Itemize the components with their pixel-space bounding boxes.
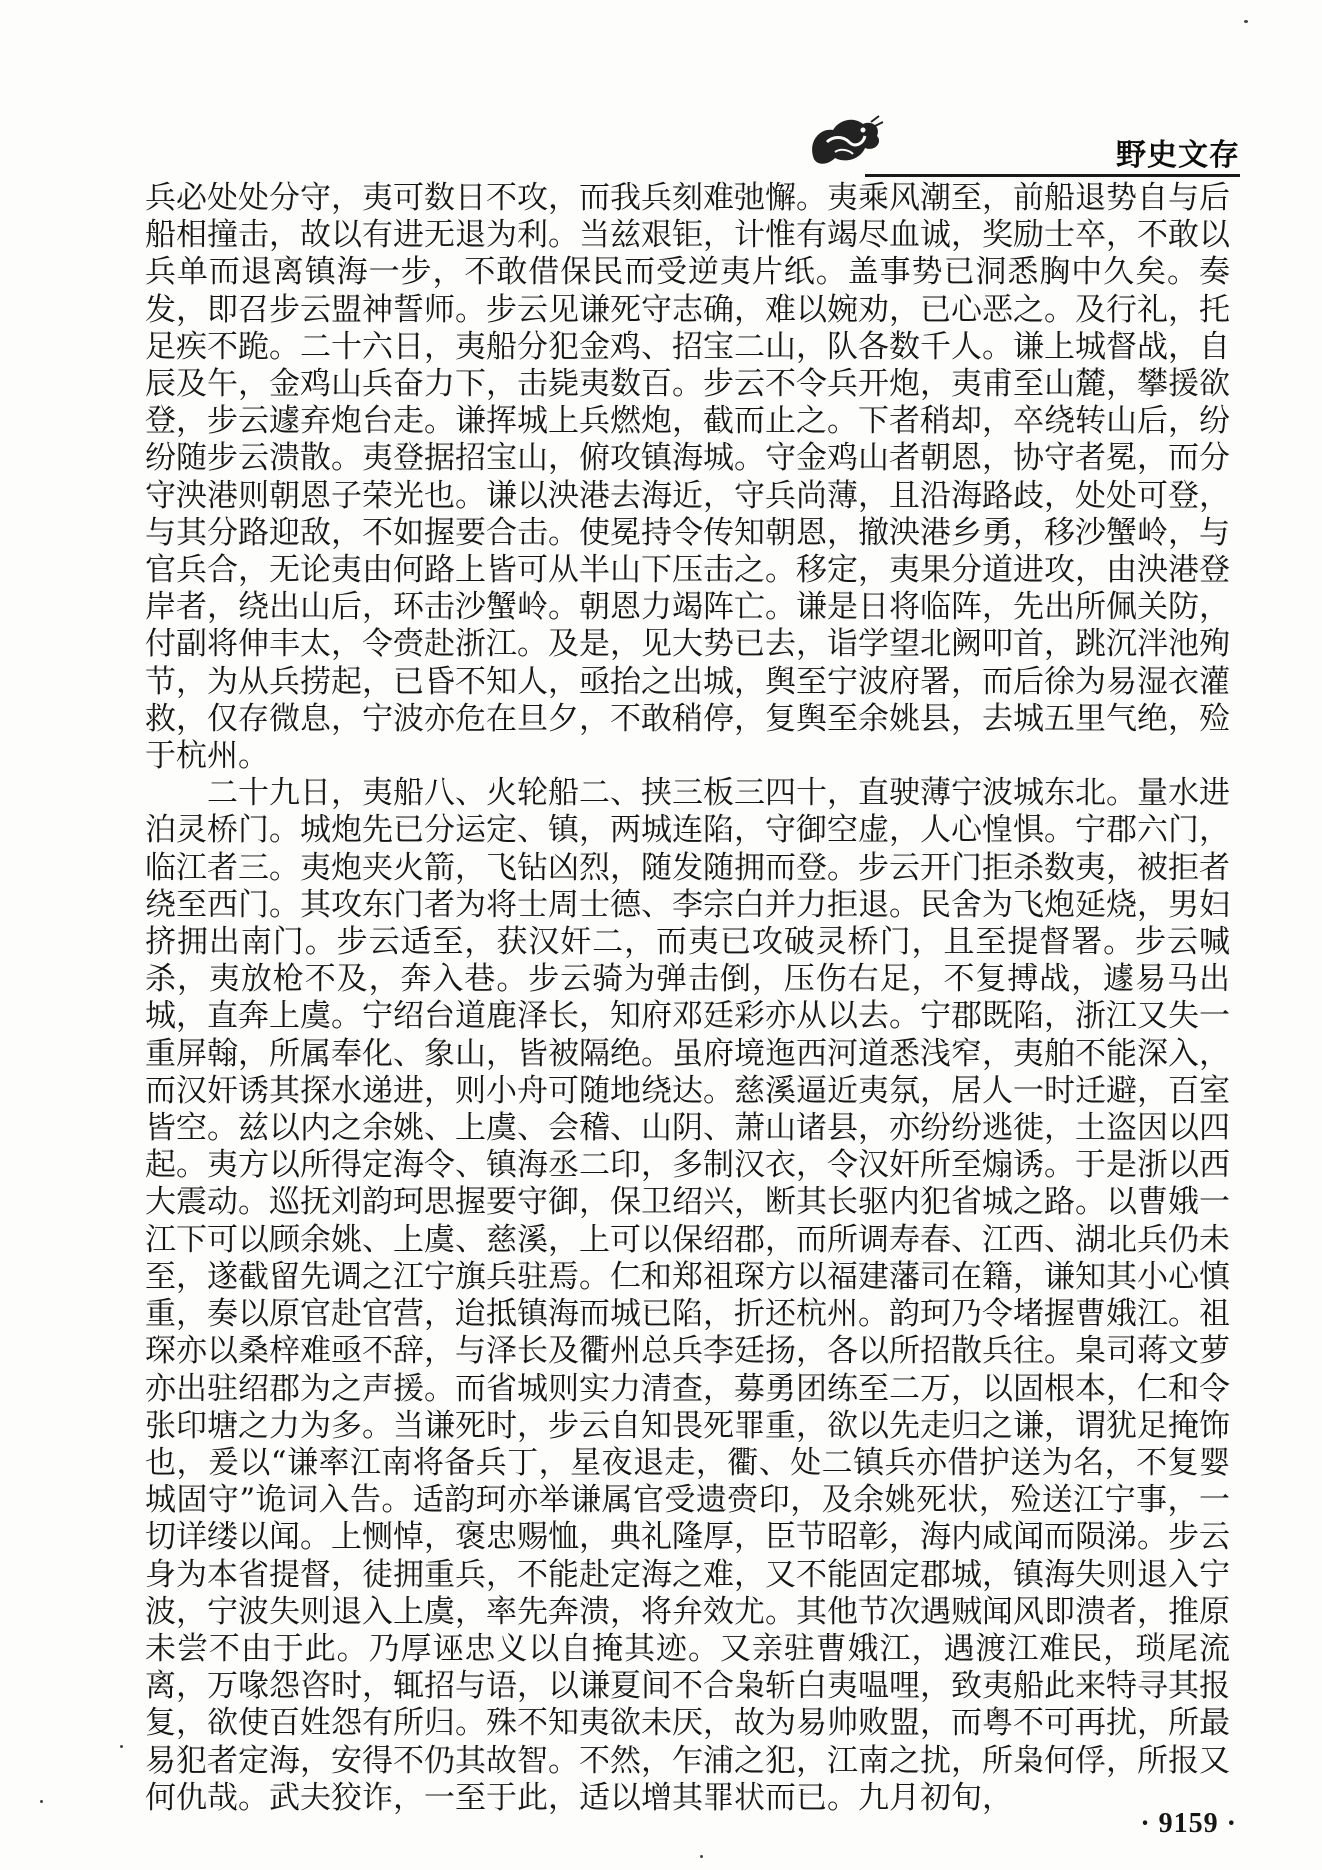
paragraph-1: 兵必处处分守，夷可数日不攻，而我兵刻难弛懈。夷乘风潮至，前船退势自与后船相撞击，故以有进无退为利。当兹艰钜，计惟有竭尽血诚，奖励士卒，不敢以兵单而退离镇海一步，不敢借保民而受逆夷片纸。盖事势已洞悉胸中久矣。奏发，即召步云盟神誓师。步云见谦死守志确，难以婉劝，已心恶之。及行礼，托足疾不跪。二十六日，夷船分犯金鸡、招宝二山，队各数千人。谦上城督战，自辰及午，金鸡山兵奋力下，击毙夷数百。步云不令兵开炮，夷甫至山麓，攀援欲登，步云遽弃炮台走。谦挥城上兵燃炮，截而止之。下者稍却，卒绕转山后，纷纷随步云溃散。夷登据招宝山，俯攻镇海城。守金鸡山者朝恩，协守者冕，而分守泱港则朝恩子荣光也。谦以泱港去海近，守兵尚薄，且沿海路歧，处处可登，与其分路迎敌，不如握要合击。使冕持令传知朝恩，撤泱港乡勇，移沙蟹岭，与官兵合，无论夷由何路上皆可从半山下压击之。移定，夷果分道进攻，由泱港登岸者，绕出山后，环击沙蟹岭。朝恩力竭阵亡。谦是日将临阵，先出所佩关防，付副将伸丰太，令赍赴浙江。及是，见大势已去，诣学望北阙叩首，跳沉泮池殉节，为从兵捞起，已昏不知人，亟抬之出城，舆至宁波府署，而后徐为易湿衣灌救，仅存微息，宁波亦危在旦夕，不敢稍停，复舆至余姚县，去城五里气绝，殓于杭州。	[145, 180, 1230, 775]
dragon-emblem-icon	[805, 112, 885, 172]
page-number: · 9159 ·	[1140, 1808, 1237, 1839]
header-rule	[865, 174, 1240, 177]
scan-speck	[1244, 20, 1248, 23]
page-header	[805, 112, 1240, 182]
paragraph-2: 二十九日，夷船八、火轮船二、挟三板三四十，直驶薄宁波城东北。量水进泊灵桥门。城炮先已分运定、镇，两城连陷，守御空虚，人心惶惧。宁郡六门，临江者三。夷炮夹火箭，飞钻凶烈，随发随拥而登。步云开门拒杀数夷，被拒者绕至西门。其攻东门者为将士周士德、李宗白并力拒退。民舍为飞炮延烧，男妇挤拥出南门。步云适至，获汉奸二，而夷已攻破灵桥门，且至提督署。步云喊杀，夷放枪不及，奔入巷。步云骑为弹击倒，压伤右足，不复搏战，遽易马出城，直奔上虞。宁绍台道鹿泽长，知府邓廷彩亦从以去。宁郡既陷，浙江又失一重屏翰，所属奉化、象山，皆被隔绝。虽府境迤西河道悉浅窄，夷舶不能深入，而汉奸诱其探水递进，则小舟可随地绕达。慈溪逼近夷氛，居人一时迁避，百室皆空。兹以内之余姚、上虞、会稽、山阴、萧山诸县，亦纷纷逃徙，土盗因以四起。夷方以所得定海令、镇海丞二印，多制汉衣，令汉奸所至煽诱。于是浙以西大震动。巡抚刘韵珂思握要守御，保卫绍兴，断其长驱内犯省城之路。以曹娥一江下可以顾余姚、上虞、慈溪，上可以保绍郡，而所调寿春、江西、湖北兵仍未至，遂截留先调之江宁旗兵驻焉。仁和郑祖琛方以福建藩司在籍，谦知其小心慎重，奏以原官赴官营，迨抵镇海而城已陷，折还杭州。韵珂乃令堵握曹娥江。祖琛亦以桑梓难亟不辞，与泽长及衢州总兵李廷扬，各以所招散兵往。臬司蒋文萝亦出驻绍郡为之声援。而省城则实力清查，募勇团练至二万，以固根本，仁和令张印塘之力为多。当谦死时，步云自知畏死罪重，欲以先走归之谦，谓犹足掩饰也，爰以“谦率江南将备兵丁，星夜退走，衢、处二镇兵亦借护送为名，不复婴城固守”诡词入告。适韵珂亦举谦属官受遗赍印，及余姚死状，殓送江宁事，一切详缕以闻。上恻悼，褒忠赐恤，典礼隆厚，臣节昭彰，海内咸闻而陨涕。步云身为本省提督，徒拥重兵，不能赴定海之难，又不能固定郡城，镇海失则退入宁波，宁波失则退入上虞，率先奔溃，将弁效尤。其他节次遇贼闻风即溃者，推原未尝不由于此。乃厚诬忠义以自掩其迹。又亲驻曹娥江，遇渡江难民，琐尾流离，万喙怨咨时，辄招与语，以谦夏间不合枭斩白夷嗢哩，致夷船此来特寻其报复，欲使百姓怨有所归。殊不知夷欲未厌，故为易帅败盟，而粤不可再扰，所最易犯者定海，安得不仍其故智。不然，乍浦之犯，江南之扰，所枭何俘，所报又何仇哉。武夫狡诈，一至于此，适以增其罪状而已。九月初旬，	[145, 775, 1230, 1816]
series-title: 野史文存	[1116, 138, 1240, 173]
scan-speck	[700, 1855, 703, 1858]
scan-speck	[40, 1800, 43, 1803]
main-text	[145, 180, 1230, 1817]
scan-speck	[120, 1745, 123, 1748]
